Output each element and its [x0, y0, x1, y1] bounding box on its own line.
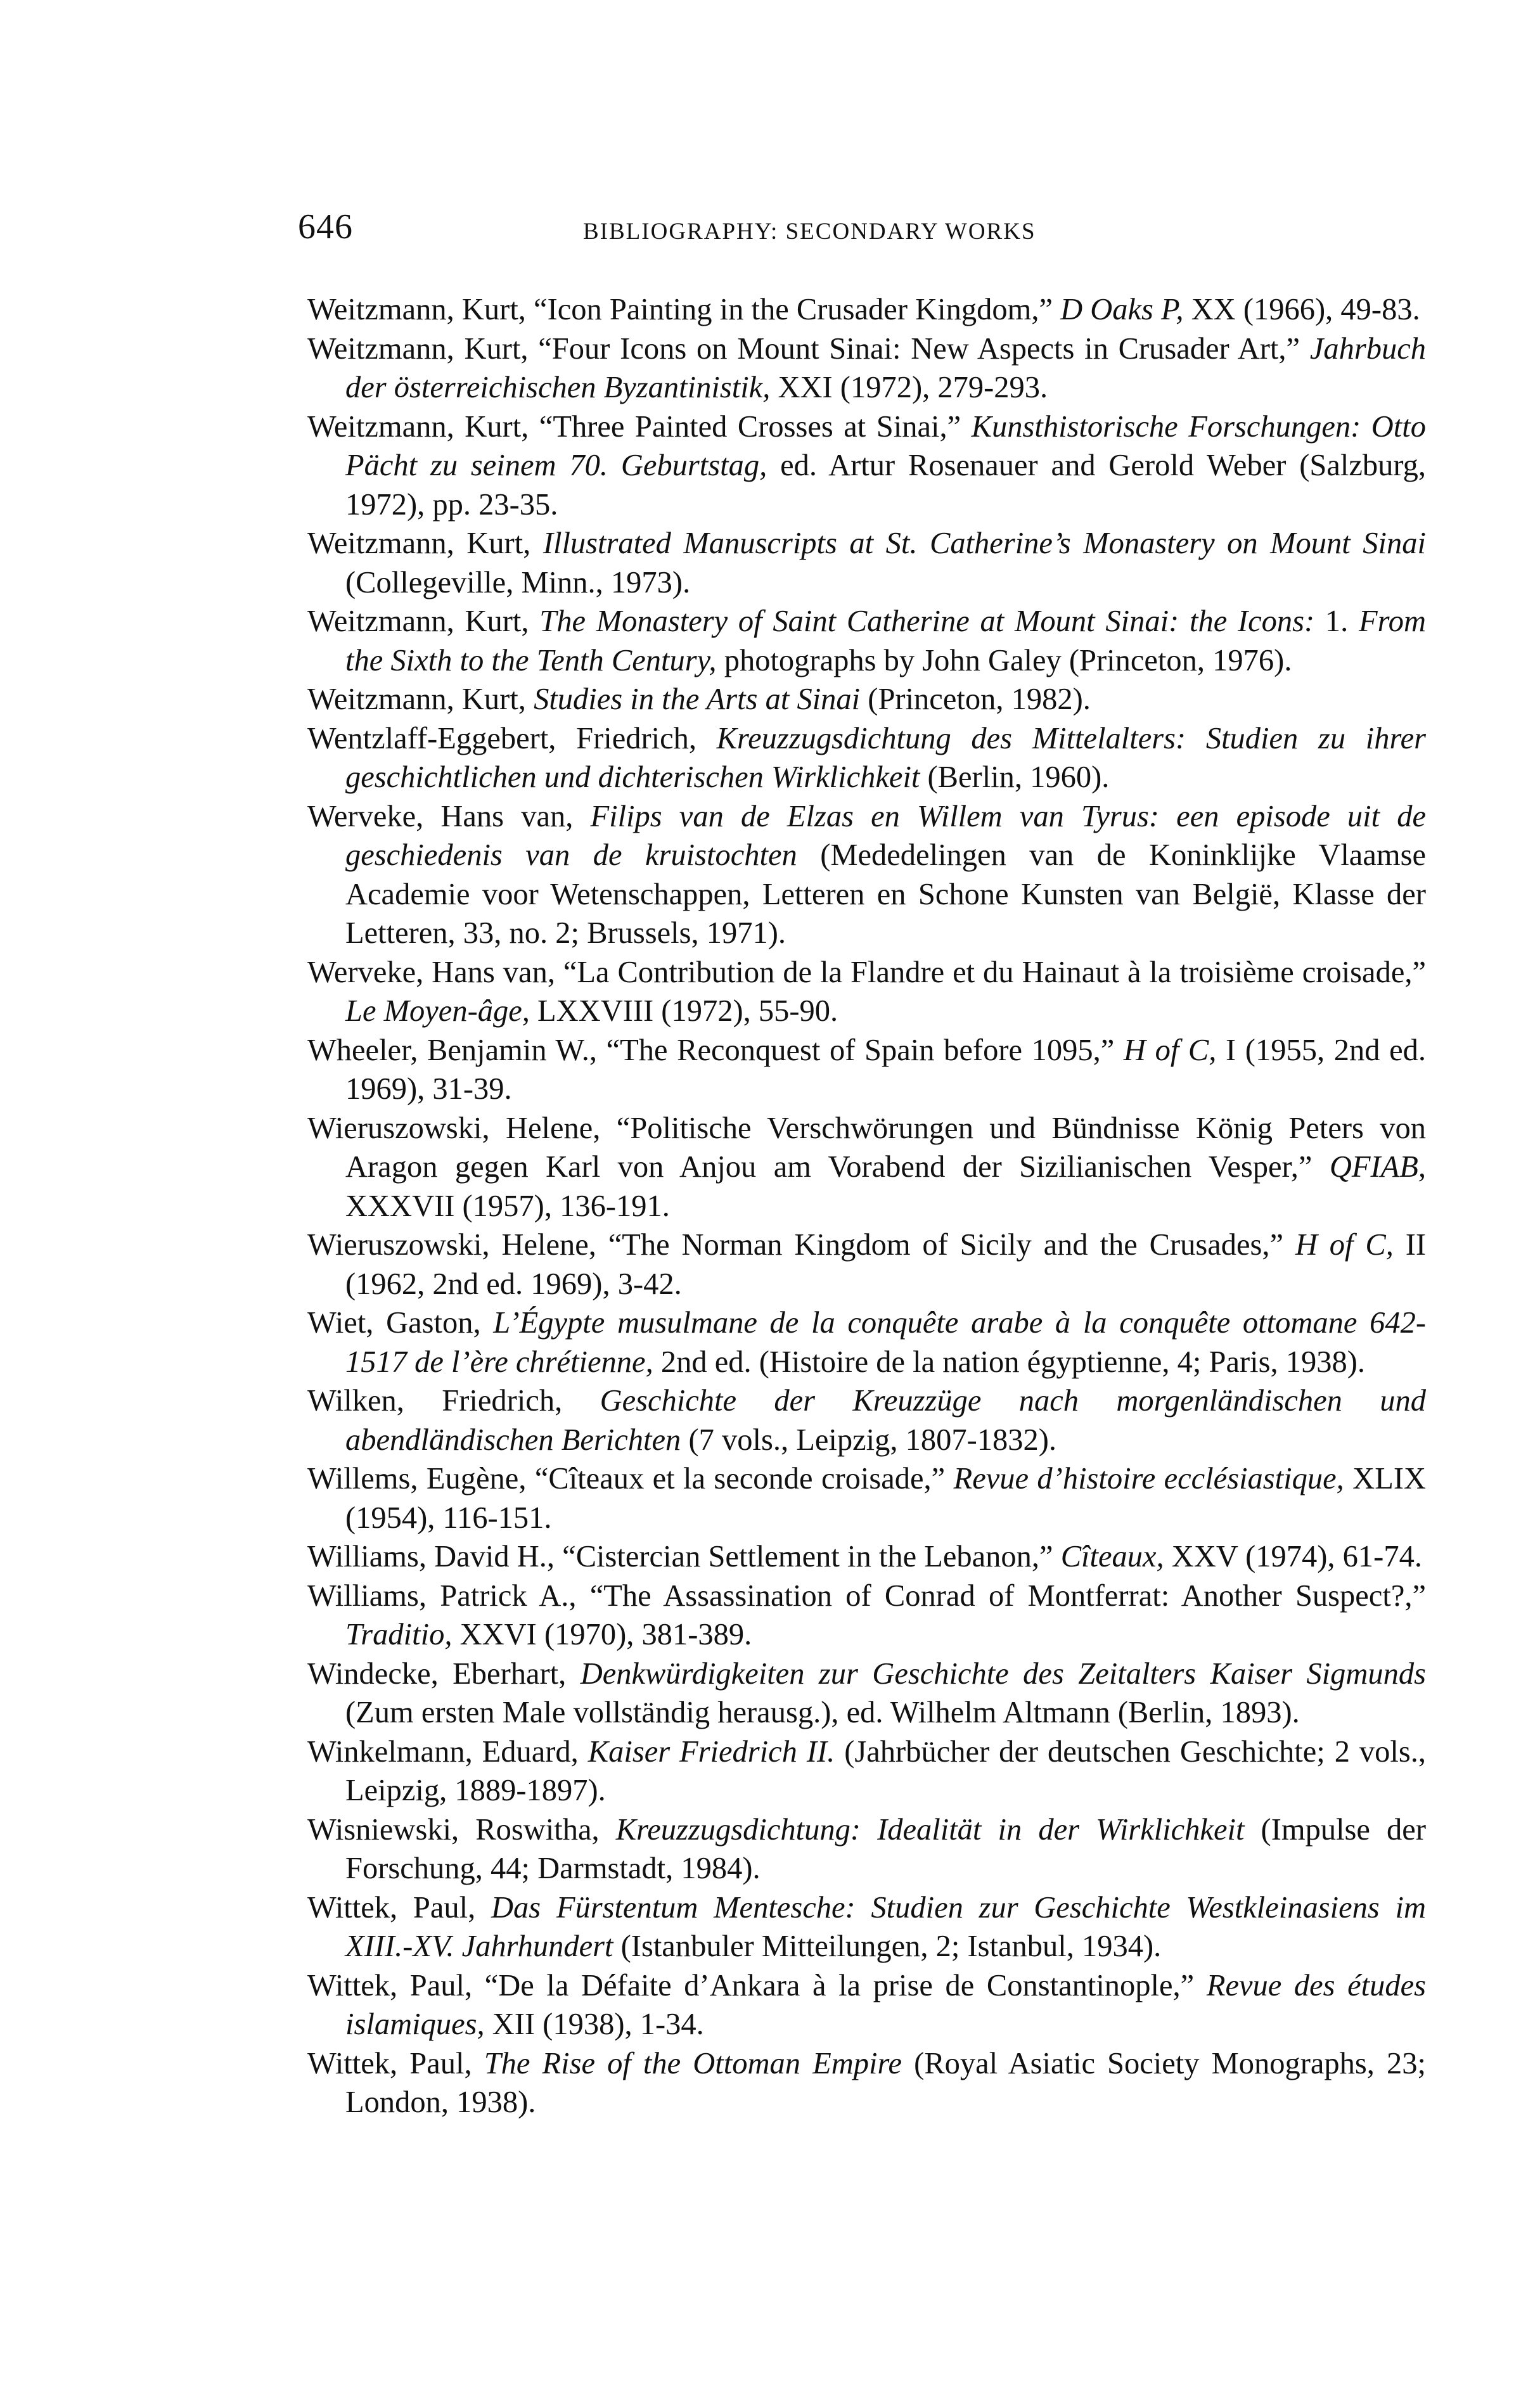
bibliography-entry: Wilken, Friedrich, Geschichte der Kreuzzüge nach morgenländischen und abendländischen Berichten (7 vols., Leipzig, 1807-1832). [307, 1384, 1426, 1457]
bibliography-entry: Wisniewski, Roswitha, Kreuzzugsdichtung: Idealität in der Wirklichkeit (Impulse der Forschung, 44; Darmstadt, 1984). [307, 1812, 1426, 1885]
bibliography-entry: Weitzmann, Kurt, Studies in the Arts at Sinai (Princeton, 1982). [307, 682, 1091, 716]
page-header [298, 202, 1439, 252]
bibliography-entry: Wentzlaff-Eggebert, Friedrich, Kreuzzugsdichtung des Mittelalters: Studien zu ihrer geschichtlichen und dichterischen Wirklichkeit (Berlin, 1960). [307, 721, 1426, 794]
running-head: BIBLIOGRAPHY: SECONDARY WORKS [583, 219, 1036, 245]
bibliography-entry: Wieruszowski, Helene, “Politische Verschwörungen und Bündnisse König Peters von Aragon gegen Karl von Anjou am Vorabend der Sizilianischen Vesper,” QFIAB, XXXVII (1957), 136-191. [307, 1111, 1426, 1223]
bibliography-entry: Wittek, Paul, “De la Défaite d’Ankara à la prise de Constantinople,” Revue des études islamiques, XII (1938), 1-34. [307, 1968, 1426, 2041]
bibliography-entry: Wittek, Paul, The Rise of the Ottoman Empire (Royal Asiatic Society Monographs, 23; London, 1938). [307, 2046, 1426, 2119]
bibliography-entry: Winkelmann, Eduard, Kaiser Friedrich II. (Jahrbücher der deutschen Geschichte; 2 vols., Leipzig, 1889-1897). [307, 1734, 1427, 1807]
bibliography-entry: Weitzmann, Kurt, “Four Icons on Mount Sinai: New Aspects in Crusader Art,” Jahrbuch der österreichischen Byzantinistik, XXI (1972), 279-293. [307, 331, 1426, 404]
bibliography-entry: Williams, Patrick A., “The Assassination of Conrad of Montferrat: Another Suspect?,” Traditio, XXVI (1970), 381-389. [307, 1579, 1426, 1651]
bibliography-entry: Werveke, Hans van, “La Contribution de la Flandre et du Hainaut à la troisième croisade,” Le Moyen-âge, LXXVIII (1972), 55-90. [307, 955, 1426, 1028]
bibliography-entry: Weitzmann, Kurt, Illustrated Manuscripts at St. Catherine’s Monastery on Mount Sinai (Collegeville, Minn., 1973). [307, 527, 1426, 599]
bibliography-list [307, 290, 1426, 2122]
bibliography-entry: Wieruszowski, Helene, “The Norman Kingdom of Sicily and the Crusades,” H of C, II (1962, 2nd ed. 1969), 3-42. [307, 1228, 1426, 1301]
bibliography-entry: Werveke, Hans van, Filips van de Elzas en Willem van Tyrus: een episode uit de geschiedenis van de kruistochten (Mededelingen van de Koninklijke Vlaamse Academie voor Wetenschappen, Letteren en Schone Kunsten van België, Klasse der Letteren, 33, no. 2; Brussels, 1971). [307, 799, 1426, 950]
bibliography-entry: Wittek, Paul, Das Fürstentum Mentesche: Studien zur Geschichte Westkleinasiens im XIII.-XV. Jahrhundert (Istanbuler Mitteilungen, 2; Istanbul, 1934). [307, 1890, 1427, 1963]
bibliography-entry: Williams, David H., “Cistercian Settlement in the Lebanon,” Cîteaux, XXV (1974), 61-74. [307, 1540, 1422, 1573]
bibliography-entry: Windecke, Eberhart, Denkwürdigkeiten zur Geschichte des Zeitalters Kaiser Sigmunds (Zum ersten Male vollständig herausg.), ed. Wilhelm Altmann (Berlin, 1893). [307, 1656, 1426, 1729]
bibliography-entry: Weitzmann, Kurt, “Icon Painting in the Crusader Kingdom,” D Oaks P, XX (1966), 49-83. [307, 293, 1420, 326]
bibliography-entry: Weitzmann, Kurt, The Monastery of Saint Catherine at Mount Sinai: the Icons: 1. From the Sixth to the Tenth Century, photographs by John Galey (Princeton, 1976). [307, 605, 1427, 677]
bibliography-entry: Wiet, Gaston, L’Égypte musulmane de la conquête arabe à la conquête ottomane 642-1517 de l’ère chrétienne, 2nd ed. (Histoire de la nation égyptienne, 4; Paris, 1938). [307, 1306, 1426, 1379]
bibliography-entry: Weitzmann, Kurt, “Three Painted Crosses at Sinai,” Kunsthistorische Forschungen: Otto Pächt zu seinem 70. Geburtstag, ed. Artur Rosenauer and Gerold Weber (Salzburg, 1972), pp. 23-35. [307, 409, 1426, 522]
page-number: 646 [298, 207, 353, 247]
bibliography-entry: Willems, Eugène, “Cîteaux et la seconde croisade,” Revue d’histoire ecclésiastique, XLIX (1954), 116-151. [307, 1462, 1426, 1535]
bibliography-entry: Wheeler, Benjamin W., “The Reconquest of Spain before 1095,” H of C, I (1955, 2nd ed. 1969), 31-39. [307, 1033, 1426, 1106]
